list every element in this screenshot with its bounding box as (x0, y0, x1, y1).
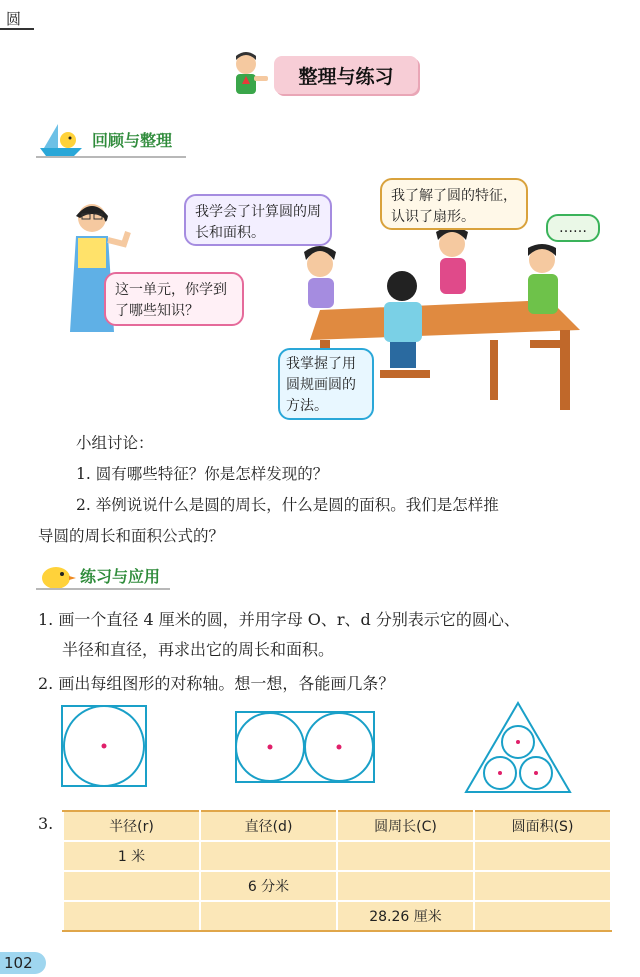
table-row (63, 841, 611, 871)
table-cell[interactable]: 6 分米 (200, 871, 337, 901)
table-row (63, 901, 611, 931)
exercise-2: 2. 画出每组图形的对称轴。想一想，各能画几条？ (38, 674, 395, 693)
section-heading-practice: 练习与应用 (80, 567, 161, 586)
rectangle-with-two-circles-figure (234, 710, 376, 786)
table-cell[interactable] (337, 841, 474, 871)
page-number: 102 (0, 952, 46, 974)
boy1-speech-bubble: 我掌握了用圆规画圆的方法。 (278, 348, 374, 420)
chapter-label: 圆 (6, 10, 22, 28)
girl2-speech-bubble: 我了解了圆的特征，认识了扇形。 (380, 178, 528, 230)
discussion-question-1: 1. 圆有哪些特征？你是怎样发现的？ (76, 465, 329, 483)
exercise-1-line2: 半径和直径，再求出它的周长和面积。 (62, 640, 335, 659)
section-underline (36, 588, 170, 590)
table-cell[interactable] (337, 871, 474, 901)
boy2-speech-bubble: …… (546, 214, 600, 242)
section-heading-review: 回顾与整理 (92, 131, 173, 150)
section-underline (36, 156, 186, 158)
discussion-label: 小组讨论： (76, 434, 154, 452)
header-radius: 半径(r) (63, 811, 200, 841)
table-cell[interactable] (474, 841, 611, 871)
square-with-circle-figure (60, 704, 152, 790)
table-cell[interactable]: 28.26 厘米 (337, 901, 474, 931)
boy-mascot-illustration (226, 50, 272, 102)
page-title: 整理与练习 (274, 56, 418, 94)
table-cell[interactable] (200, 841, 337, 871)
chapter-rule (0, 28, 34, 30)
girl1-speech-bubble: 我学会了计算圆的周长和面积。 (184, 194, 332, 246)
teacher-speech-bubble: 这一单元，你学到了哪些知识？ (104, 272, 244, 326)
circle-measurements-table (62, 810, 612, 932)
table-cell[interactable] (200, 901, 337, 931)
sailboat-chick-icon (36, 122, 86, 158)
discussion-question-2-line1: 2. 举例说说什么是圆的周长，什么是圆的面积。我们是怎样推 (76, 496, 499, 514)
exercise-1-line1: 1. 画一个直径 4 厘米的圆，并用字母 O、r、d 分别表示它的圆心、 (38, 610, 520, 629)
table-cell[interactable] (63, 901, 200, 931)
table-header-row (63, 811, 611, 841)
header-circumference: 圆周长(C) (337, 811, 474, 841)
table-cell[interactable] (474, 871, 611, 901)
discussion-question-2-line2: 导圆的周长和面积公式的？ (38, 527, 225, 545)
table-cell[interactable] (474, 901, 611, 931)
chick-icon (36, 560, 76, 590)
table-cell[interactable] (63, 871, 200, 901)
header-diameter: 直径(d) (200, 811, 337, 841)
header-area: 圆面积(S) (474, 811, 611, 841)
triangle-with-three-circles-figure (462, 700, 574, 796)
exercise-3-label: 3. (38, 814, 54, 833)
table-cell[interactable]: 1 米 (63, 841, 200, 871)
table-row (63, 871, 611, 901)
